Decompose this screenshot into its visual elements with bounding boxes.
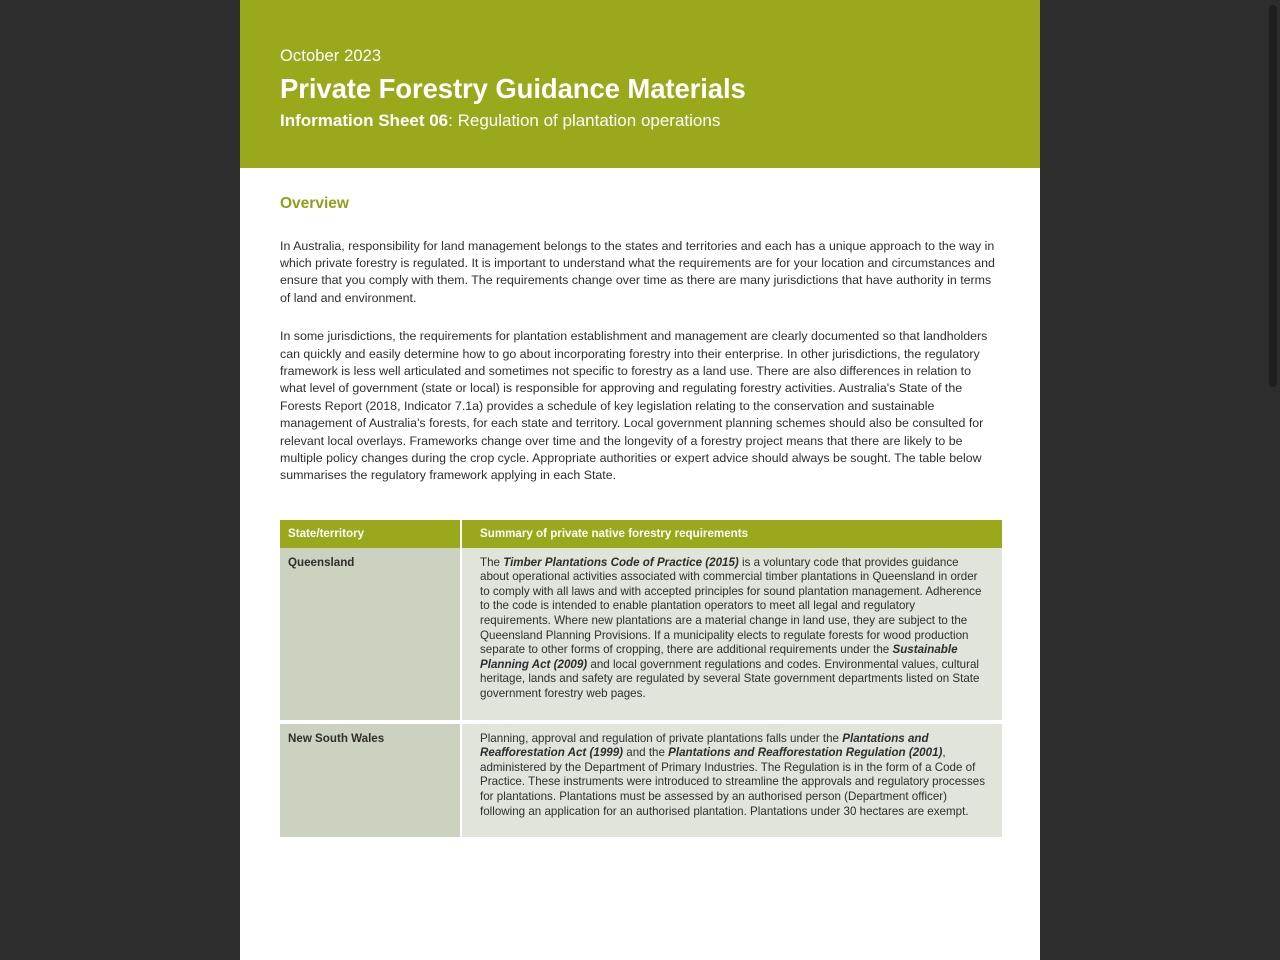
page-title: Private Forestry Guidance Materials: [280, 72, 746, 104]
section-heading-overview: Overview: [280, 195, 349, 212]
cell-summary-text: [460, 724, 1002, 838]
sheet-number: Information Sheet 06: [280, 111, 449, 131]
cell-summary-text: [460, 548, 1002, 720]
legislation-name: Plantations and Reafforestation Regulation (2001): [668, 746, 943, 760]
overview-paragraph-2: In some jurisdictions, the requirements for plantation establishment and management are clearly documented so that landholders can quickly and easily determine how to go about incorporating forestry into their enterprise. In other jurisdictions, the regulatory framework is less well articulated and sometimes not specific to forestry as a land use. There are also differences in relation to what level of government (state or local) is responsible for approving and regulating forestry activities. Australia's State of the Forests Report (2018, Indicator 7.1a) provides a schedule of key legislation relating to the conservation and sustainable management of Australia's forests, for each state and territory. Local government planning schemes should also be consulted for relevant local overlays. Frameworks change over time and the longevity of a forestry project means that there are likely to be multiple policy changes during the crop cycle. Appropriate authorities or expert advice should always be sought. The table below summarises the regulatory framework applying in each State.: [280, 329, 988, 483]
document-banner: [240, 0, 1040, 168]
column-header-state: State/territory: [280, 520, 460, 548]
table-row: [280, 548, 1002, 720]
legislation-name: Plantations and Reafforestation Act (1999): [480, 731, 929, 760]
publication-date: October 2023: [280, 47, 382, 65]
summary-text-run: Planning, approval and regulation of private plantations falls under the: [480, 731, 843, 745]
vertical-scrollbar-thumb[interactable]: [1269, 5, 1277, 387]
summary-text-run: , administered by the Department of Primary Industries. The Regulation is in the form of a Code of Practice. These instruments were introduced to streamline the approvals and regulatory processes for plantations. Plantations must be assessed by an authorised person (Department officer) following an application for an authorised plantation. Plantations under 30 hectares are exempt.: [480, 746, 986, 818]
cell-state-name: Queensland: [280, 548, 460, 720]
sheet-subtitle: [280, 112, 1040, 131]
table-row: [280, 724, 1002, 838]
sheet-topic: : Regulation of plantation operations: [448, 111, 721, 131]
summary-text-run: and local government regulations and codes. Environmental values, cultural heritage, lands and safety are regulated by several State government departments listed on State government forestry web pages.: [480, 657, 980, 701]
table-head: [280, 520, 1002, 548]
summary-text-run: is a voluntary code that provides guidance about operational activities associated with commercial timber plantations in Queensland in order to comply with all laws and with accepted principles for sound plantation management. Adherence to the code is intended to enable plantation operators to meet all legal and regulatory requirements. Where new plantations are a material change in land use, they are subject to the Queensland Planning Provisions. If a municipality elects to regulate forests for wood production separate to other forms of cropping, there are additional requirements under the: [480, 555, 982, 657]
cell-state-name: New South Wales: [280, 724, 460, 838]
document-page: [240, 0, 1040, 960]
table-header-row: [280, 520, 1002, 548]
regulatory-framework-table: [280, 520, 1002, 837]
vertical-scrollbar-track[interactable]: [1266, 0, 1280, 960]
legislation-name: Timber Plantations Code of Practice (2015): [503, 555, 739, 569]
overview-paragraph-1: In Australia, responsibility for land management belongs to the states and territories and each has a unique approach to the way in which private forestry is regulated. It is important to understand what the requirements are for your location and circumstances and ensure that you comply with them. The requirements change over time as there are many jurisdictions that have authority in terms of land and environment.: [280, 238, 995, 305]
column-header-summary: Summary of private native forestry requirements: [460, 520, 1002, 548]
summary-text-run: The: [480, 555, 504, 569]
legislation-name: Sustainable Planning Act (2009): [480, 643, 958, 671]
table-body: [280, 548, 1002, 838]
document-content: [240, 168, 1040, 837]
summary-text-run: and the: [623, 746, 669, 760]
